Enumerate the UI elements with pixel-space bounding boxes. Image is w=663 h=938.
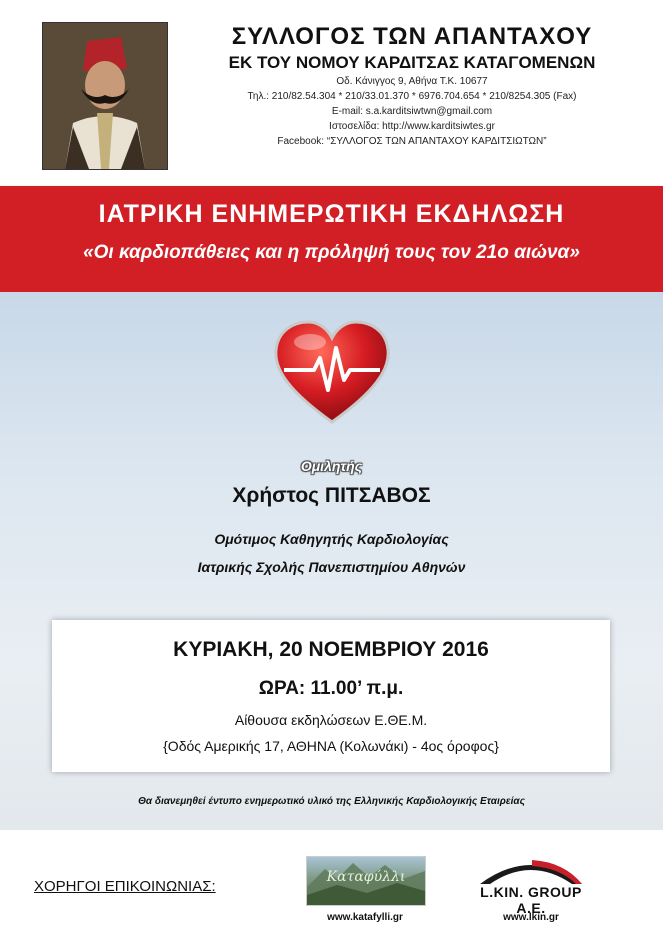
org-website[interactable]: Ιστοσελίδα: http://www.karditsiwtes.gr [329, 121, 495, 132]
portrait-image [42, 22, 168, 170]
event-date: ΚΥΡΙΑΚΗ, 20 ΝΟΕΜΒΡΙΟΥ 2016 [173, 638, 489, 661]
event-subtitle: «Οι καρδιοπάθειες και η πρόληψή τους τον 21ο αιώνα» [83, 242, 580, 263]
speaker-name: Χρήστος ΠΙΤΣΑΒΟΣ [232, 484, 431, 507]
org-address: Οδ. Κάνιγγος 9, Αθήνα Τ.Κ. 10677 [336, 76, 488, 87]
event-time: ΩΡΑ: 11.00’ π.μ. [258, 678, 404, 699]
event-title: ΙΑΤΡΙΚΗ ΕΝΗΜΕΡΩΤΙΚΗ ΕΚΔΗΛΩΣΗ [98, 200, 565, 228]
lkin-logo[interactable] [472, 852, 590, 916]
sponsors-label: ΧΟΡΗΓΟΙ ΕΠΙΚΟΙΝΩΝΙΑΣ: [34, 878, 216, 895]
event-venue: Αίθουσα εκδηλώσεων Ε.ΘΕ.Μ. [234, 712, 428, 728]
portrait-illustration [43, 23, 167, 169]
org-facebook[interactable]: Facebook: “ΣΥΛΛΟΓΟΣ ΤΩΝ ΑΠΑΝΤΑΧΟΥ ΚΑΡΔΙΤΣΙΩΤΩΝ” [277, 136, 547, 147]
org-title: ΣΥΛΛΟΓΟΣ ΤΩΝ ΑΠΑΝΤΑΧΟΥ [231, 23, 593, 50]
org-email[interactable]: E-mail: s.a.karditsiwtwn@gmail.com [331, 106, 493, 117]
organization-info [172, 22, 652, 149]
speaker-role-line2: Ιατρικής Σχολής Πανεπιστημίου Αθηνών [197, 559, 466, 575]
speaker-role-line1: Ομότιμος Καθηγητής Καρδιολογίας [214, 531, 449, 547]
lkin-url[interactable]: www.lkin.gr [503, 912, 559, 923]
katafylli-logo-text: Καταφύλλι [326, 869, 406, 885]
katafylli-url[interactable]: www.katafylli.gr [327, 912, 403, 923]
event-details-box [52, 620, 610, 772]
event-address: {Οδός Αμερικής 17, ΑΘΗΝΑ (Κολωνάκι) - 4ος όροφος} [163, 738, 499, 754]
org-phones: Τηλ.: 210/82.54.304 * 210/33.01.370 * 6976.704.654 * 210/8254.305 (Fax) [247, 91, 577, 102]
footer [0, 830, 663, 938]
lkin-logo-text: L.KIN. GROUP A.E. [480, 884, 582, 916]
heart-icon [270, 318, 394, 428]
arch-icon [472, 852, 590, 886]
org-subtitle: ΕΚ ΤΟΥ ΝΟΜΟΥ ΚΑΡΔΙΤΣΑΣ ΚΑΤΑΓΟΜΕΝΩΝ [228, 53, 596, 72]
event-banner [0, 186, 663, 292]
header [0, 0, 663, 178]
katafylli-logo[interactable] [306, 856, 426, 906]
distribution-note: Θα διανεμηθεί έντυπο ενημερωτικό υλικό της Ελληνικής Καρδιολογικής Εταιρείας [138, 796, 525, 807]
speaker-label: Ομιλητής [300, 458, 363, 474]
